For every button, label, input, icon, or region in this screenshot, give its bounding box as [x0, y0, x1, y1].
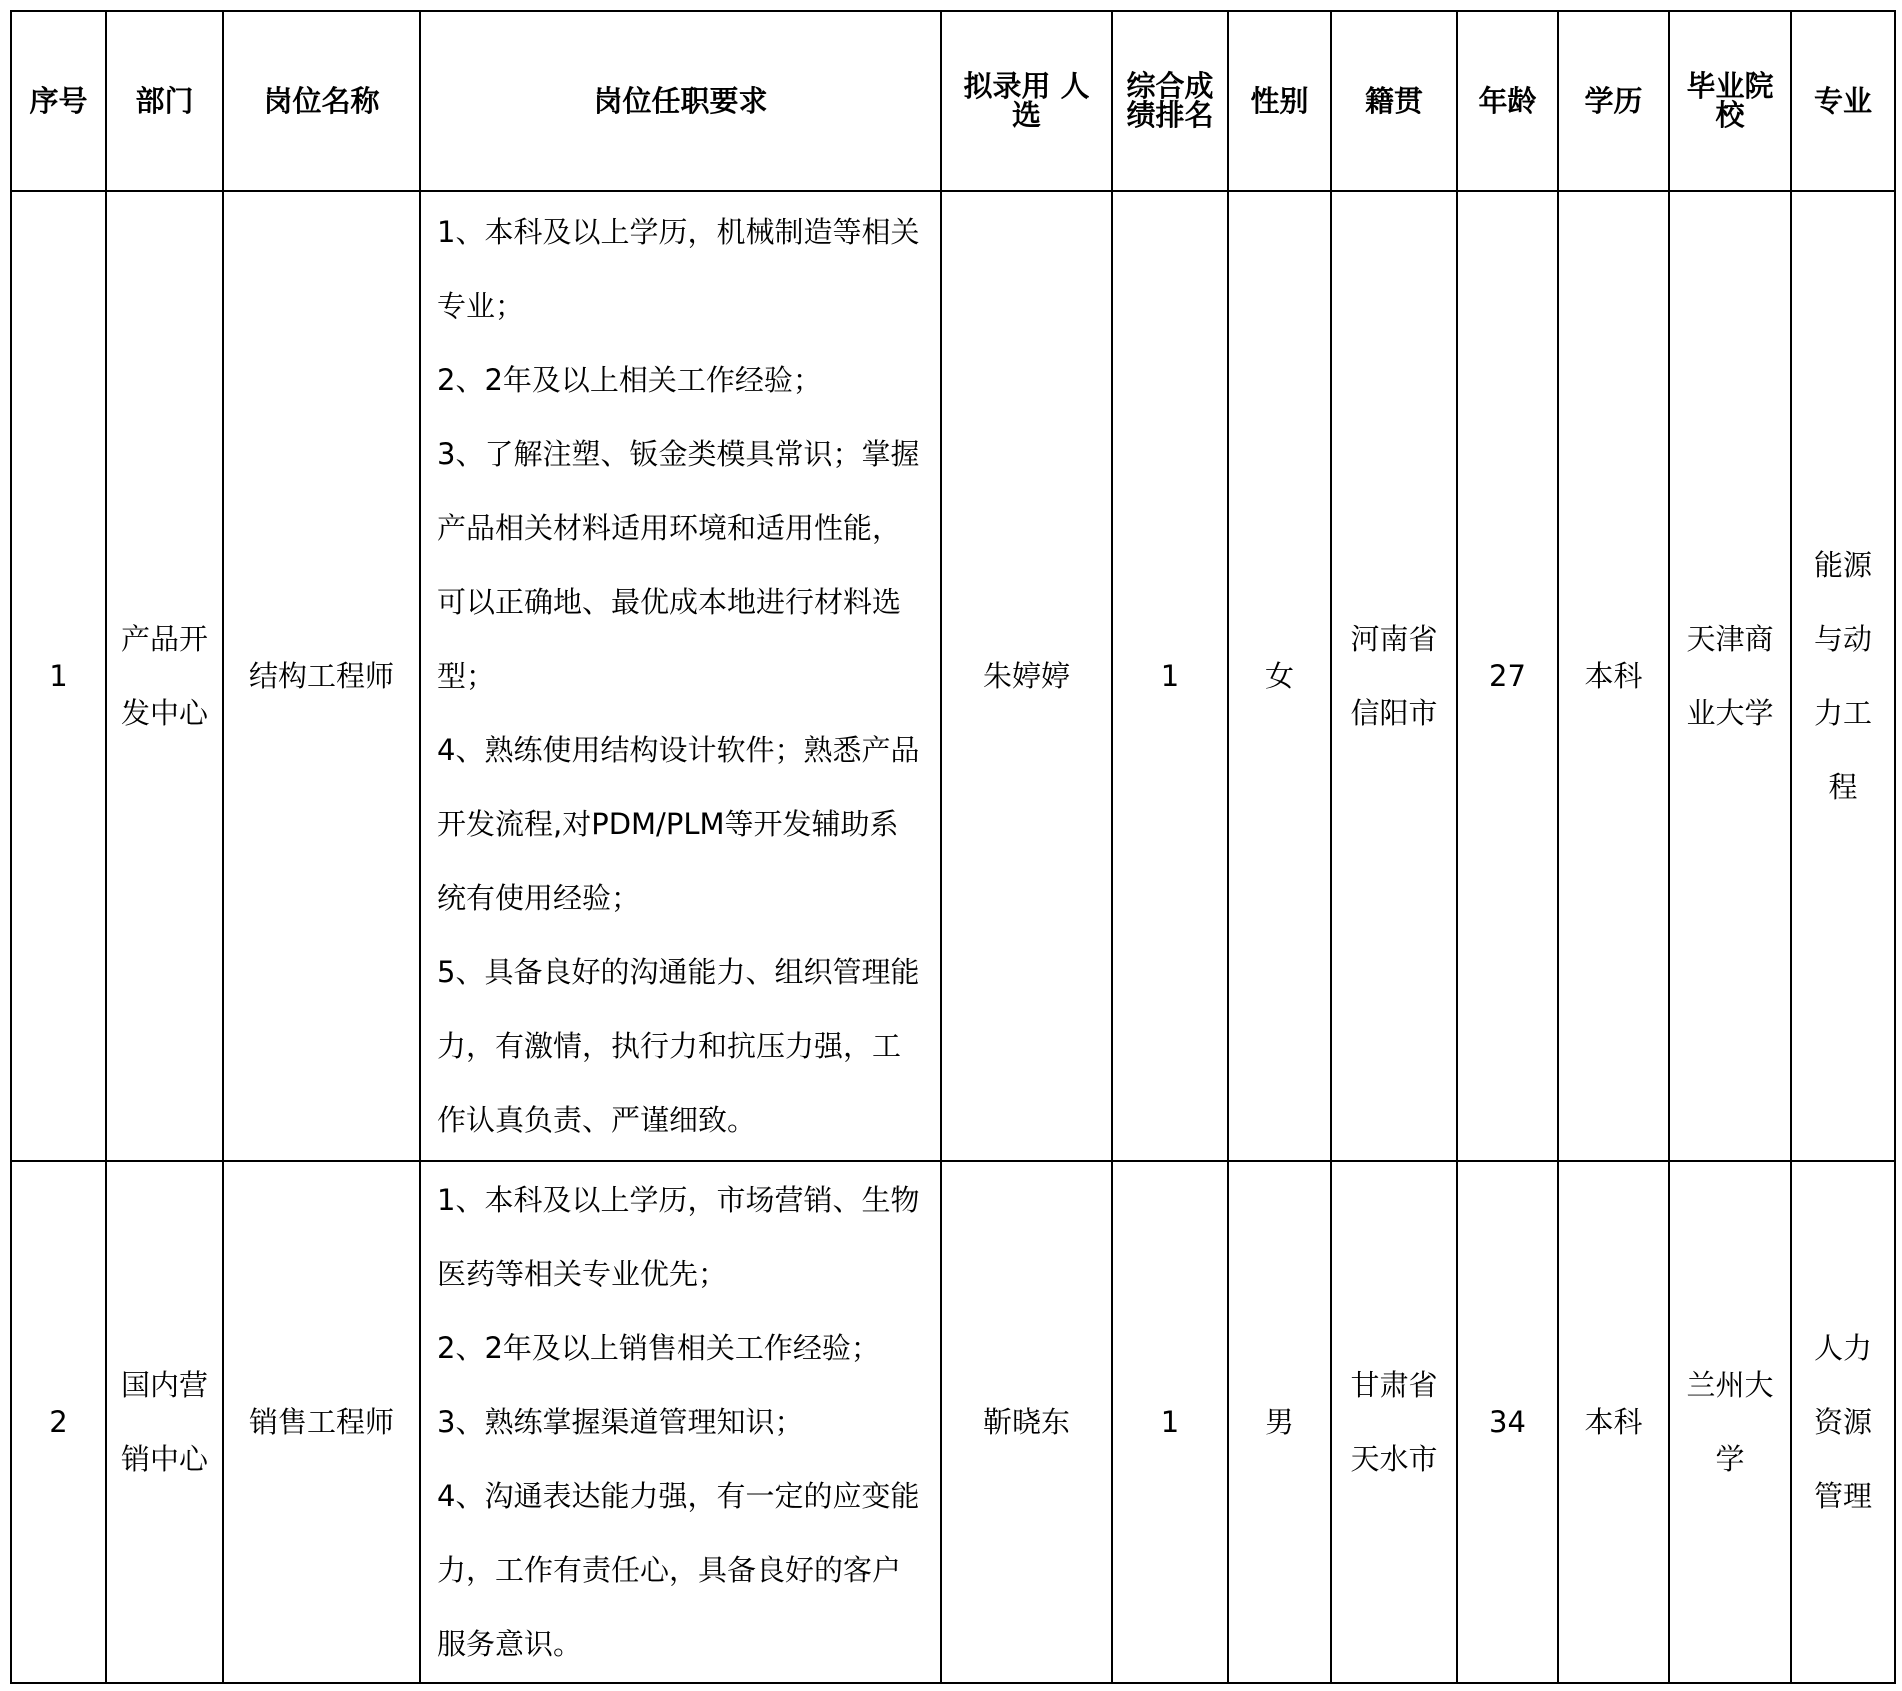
cell-origin: 河南省信阳市	[1331, 191, 1457, 1161]
requirement-line: 4、沟通表达能力强，有一定的应变能力，工作有责任心，具备良好的客户服务意识。	[437, 1479, 920, 1661]
cell-school: 天津商业大学	[1669, 191, 1791, 1161]
cell-requirements	[420, 1161, 941, 1683]
cell-gender: 女	[1228, 191, 1331, 1161]
cell-requirements	[420, 191, 941, 1161]
cell-dept: 国内营销中心	[106, 1161, 223, 1683]
header-major: 专业	[1791, 11, 1895, 191]
header-gender: 性别	[1228, 11, 1331, 191]
header-row	[11, 11, 1895, 191]
requirement-line: 3、了解注塑、钣金类模具常识；掌握产品相关材料适用环境和适用性能，可以正确地、最优成本地进行材料选型；	[437, 437, 920, 693]
table-row	[11, 1161, 1895, 1683]
cell-major: 能源与动力工程	[1791, 191, 1895, 1161]
requirement-line: 1、本科及以上学历，市场营销、生物医药等相关专业优先；	[437, 1183, 920, 1291]
requirement-line: 3、熟练掌握渠道管理知识；	[437, 1405, 804, 1439]
cell-age: 34	[1457, 1161, 1558, 1683]
cell-age: 27	[1457, 191, 1558, 1161]
header-dept: 部门	[106, 11, 223, 191]
cell-major: 人力资源管理	[1791, 1161, 1895, 1683]
table-row	[11, 191, 1895, 1161]
cell-candidate: 靳晓东	[941, 1161, 1112, 1683]
cell-candidate: 朱婷婷	[941, 191, 1112, 1161]
requirement-line: 2、2年及以上相关工作经验；	[437, 363, 822, 397]
hiring-table	[10, 10, 1896, 1684]
cell-origin: 甘肃省天水市	[1331, 1161, 1457, 1683]
cell-rank: 1	[1112, 191, 1228, 1161]
requirement-line: 1、本科及以上学历，机械制造等相关专业；	[437, 215, 920, 323]
header-age: 年龄	[1457, 11, 1558, 191]
cell-education: 本科	[1558, 191, 1669, 1161]
cell-rank: 1	[1112, 1161, 1228, 1683]
requirement-line: 2、2年及以上销售相关工作经验；	[437, 1331, 880, 1365]
cell-education: 本科	[1558, 1161, 1669, 1683]
requirement-line: 5、具备良好的沟通能力、组织管理能力，有激情，执行力和抗压力强，工作认真负责、严谨细致。	[437, 955, 920, 1137]
cell-position: 销售工程师	[223, 1161, 420, 1683]
cell-seq: 2	[11, 1161, 106, 1683]
header-position: 岗位名称	[223, 11, 420, 191]
cell-dept: 产品开发中心	[106, 191, 223, 1161]
header-requirements: 岗位任职要求	[420, 11, 941, 191]
header-candidate: 拟录用 人选	[941, 11, 1112, 191]
header-education: 学历	[1558, 11, 1669, 191]
cell-school: 兰州大学	[1669, 1161, 1791, 1683]
cell-seq: 1	[11, 191, 106, 1161]
cell-position: 结构工程师	[223, 191, 420, 1161]
header-rank: 综合成绩排名	[1112, 11, 1228, 191]
header-school: 毕业院校	[1669, 11, 1791, 191]
requirement-line: 4、熟练使用结构设计软件；熟悉产品开发流程,对PDM/PLM等开发辅助系统有使用经验；	[437, 733, 920, 915]
header-origin: 籍贯	[1331, 11, 1457, 191]
cell-gender: 男	[1228, 1161, 1331, 1683]
header-seq: 序号	[11, 11, 106, 191]
